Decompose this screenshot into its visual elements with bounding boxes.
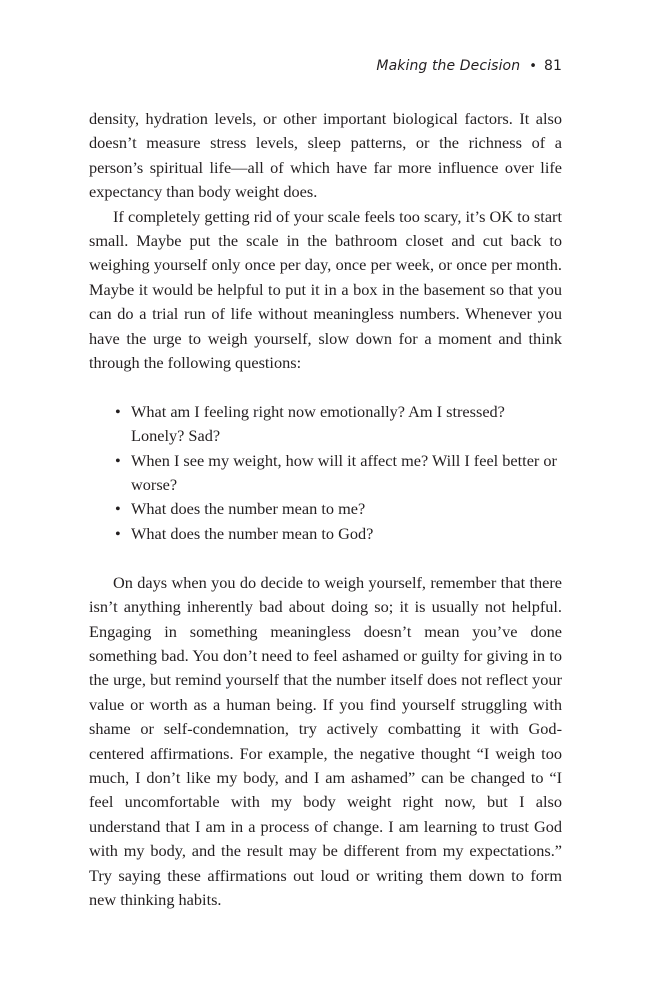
paragraph-continued: density, hydration levels, or other important biological factors. It also doesn’t measure stress levels, sleep patterns, or the richness of a person’s spiritual life—all of which have far more influence over life expectancy than body weight does.: [89, 109, 562, 202]
chapter-title: Making the Decision: [376, 58, 521, 74]
list-item: [89, 522, 562, 546]
bullet-icon: •: [115, 401, 121, 421]
running-header: [376, 58, 562, 74]
list-item: [89, 497, 562, 521]
paragraph-scale: If completely getting rid of your scale feels too scary, it’s OK to start small. Maybe put the scale in the bathroom closet and cut back to weighing yourself only once per day, once per week, or once per month. Maybe it would be helpful to put it in a box in the basement so that you can do a trial run of life without meaningless numbers. Whenever you have the urge to weigh yourself, slow down for a moment and think through the following questions:: [89, 206, 562, 373]
list-item-text: When I see my weight, how will it affect me? Will I feel better or worse?: [131, 450, 557, 495]
bullet-icon: •: [115, 523, 121, 543]
list-item-text: What does the number mean to me?: [131, 499, 366, 519]
list-item: [89, 400, 562, 449]
list-item: [89, 449, 562, 498]
body-text: [89, 107, 562, 912]
bullet-icon: •: [115, 450, 121, 470]
bullet-icon: •: [115, 499, 121, 519]
paragraph-affirmations: On days when you do decide to weigh yourself, remember that there isn’t anything inherently bad about doing so; it is usually not helpful. Engaging in something meaningless doesn’t mean you’ve done something bad. You don’t need to feel ashamed or guilty for giving in to the urge, but remind yourself that the number itself does not reflect your value or worth as a human being. If you find yourself struggling with shame or self-condemnation, try actively combatting it with God-centered affirmations. For example, the negative thought “I weigh too much, I don’t like my body, and I am ashamed” can be changed to “I feel uncomfortable with my body weight right now, but I also understand that I am in a process of change. I am learning to trust God with my body, and the result may be different from my expectations.” Try saying these affirmations out loud or writing them down to form new thinking habits.: [89, 572, 562, 909]
header-separator: •: [529, 59, 537, 74]
page-number: 81: [543, 58, 562, 74]
list-item-text: What does the number mean to God?: [131, 523, 374, 543]
list-item-text: What am I feeling right now emotionally? Am I stressed? Lonely? Sad?: [131, 401, 505, 446]
question-list: [89, 400, 562, 546]
